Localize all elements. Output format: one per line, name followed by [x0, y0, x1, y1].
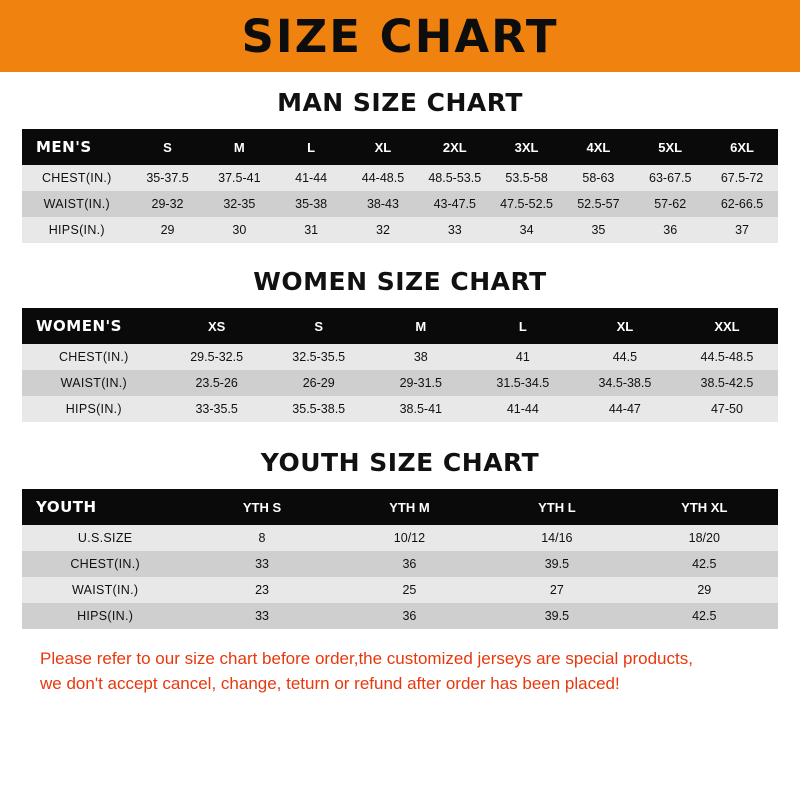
man-header-cell-9: 6XL [706, 129, 778, 165]
women-header-cell-4: L [472, 308, 574, 344]
man-header-cell-3: L [275, 129, 347, 165]
man-row-label-0: CHEST(IN.) [22, 165, 132, 191]
man-cell-0-3: 44-48.5 [347, 165, 419, 191]
youth-cell-1-2: 39.5 [483, 551, 630, 577]
women-cell-2-5: 47-50 [676, 396, 778, 422]
man-size-table [22, 129, 778, 243]
table-row [22, 165, 778, 191]
youth-cell-3-3: 42.5 [631, 603, 778, 629]
chart-content [0, 88, 800, 696]
man-header-cell-5: 2XL [419, 129, 491, 165]
youth-size-table [22, 489, 778, 629]
man-row-label-2: HIPS(IN.) [22, 217, 132, 243]
youth-cell-0-2: 14/16 [483, 525, 630, 551]
youth-cell-2-0: 23 [188, 577, 335, 603]
women-table-header [22, 308, 778, 344]
women-cell-0-5: 44.5-48.5 [676, 344, 778, 370]
women-row-label-2: HIPS(IN.) [22, 396, 166, 422]
man-cell-0-8: 67.5-72 [706, 165, 778, 191]
man-cell-0-5: 53.5-58 [491, 165, 563, 191]
women-cell-2-4: 44-47 [574, 396, 676, 422]
women-cell-2-3: 41-44 [472, 396, 574, 422]
bottom-spacer [0, 792, 800, 800]
youth-header-cell-4: YTH XL [631, 489, 778, 525]
women-size-table [22, 308, 778, 422]
youth-header-cell-1: YTH S [188, 489, 335, 525]
man-header-cell-4: XL [347, 129, 419, 165]
man-cell-1-4: 43-47.5 [419, 191, 491, 217]
man-cell-2-0: 29 [132, 217, 204, 243]
youth-cell-3-0: 33 [188, 603, 335, 629]
youth-header-cell-3: YTH L [483, 489, 630, 525]
youth-cell-1-3: 42.5 [631, 551, 778, 577]
man-header-cell-2: M [203, 129, 275, 165]
youth-cell-2-3: 29 [631, 577, 778, 603]
man-cell-0-4: 48.5-53.5 [419, 165, 491, 191]
man-header-cell-6: 3XL [491, 129, 563, 165]
man-cell-1-6: 52.5-57 [562, 191, 634, 217]
youth-row-label-1: CHEST(IN.) [22, 551, 188, 577]
table-row [22, 603, 778, 629]
women-header-cell-6: XXL [676, 308, 778, 344]
women-table-body [22, 344, 778, 422]
women-row-label-0: CHEST(IN.) [22, 344, 166, 370]
women-cell-2-2: 38.5-41 [370, 396, 472, 422]
table-header-row [22, 308, 778, 344]
women-header-cell-1: XS [166, 308, 268, 344]
youth-cell-3-2: 39.5 [483, 603, 630, 629]
man-cell-0-6: 58-63 [562, 165, 634, 191]
youth-cell-0-3: 18/20 [631, 525, 778, 551]
youth-cell-2-1: 25 [336, 577, 483, 603]
youth-cell-0-1: 10/12 [336, 525, 483, 551]
man-cell-2-6: 35 [562, 217, 634, 243]
man-cell-2-5: 34 [491, 217, 563, 243]
table-header-row [22, 489, 778, 525]
youth-cell-2-2: 27 [483, 577, 630, 603]
women-cell-0-2: 38 [370, 344, 472, 370]
women-header-cell-0: WOMEN'S [22, 308, 166, 344]
man-cell-0-1: 37.5-41 [203, 165, 275, 191]
banner-right-accent [780, 0, 800, 72]
youth-table-header [22, 489, 778, 525]
women-cell-0-4: 44.5 [574, 344, 676, 370]
man-header-cell-7: 4XL [562, 129, 634, 165]
youth-row-label-0: U.S.SIZE [22, 525, 188, 551]
man-cell-2-7: 36 [634, 217, 706, 243]
women-cell-0-1: 32.5-35.5 [268, 344, 370, 370]
man-cell-1-2: 35-38 [275, 191, 347, 217]
man-cell-2-3: 32 [347, 217, 419, 243]
man-cell-2-1: 30 [203, 217, 275, 243]
banner-left-accent [0, 0, 20, 72]
man-cell-0-2: 41-44 [275, 165, 347, 191]
man-cell-1-0: 29-32 [132, 191, 204, 217]
table-row [22, 577, 778, 603]
table-row [22, 344, 778, 370]
table-row [22, 525, 778, 551]
man-table-header [22, 129, 778, 165]
youth-header-cell-2: YTH M [336, 489, 483, 525]
women-row-label-1: WAIST(IN.) [22, 370, 166, 396]
women-cell-2-0: 33-35.5 [166, 396, 268, 422]
table-row [22, 191, 778, 217]
women-cell-1-0: 23.5-26 [166, 370, 268, 396]
youth-row-label-3: HIPS(IN.) [22, 603, 188, 629]
footer-disclaimer [22, 647, 778, 696]
women-cell-1-4: 34.5-38.5 [574, 370, 676, 396]
women-cell-0-0: 29.5-32.5 [166, 344, 268, 370]
women-cell-2-1: 35.5-38.5 [268, 396, 370, 422]
man-cell-2-2: 31 [275, 217, 347, 243]
women-section-title: WOMEN SIZE CHART [253, 267, 547, 296]
women-cell-1-3: 31.5-34.5 [472, 370, 574, 396]
youth-cell-3-1: 36 [336, 603, 483, 629]
table-header-row [22, 129, 778, 165]
youth-cell-0-0: 8 [188, 525, 335, 551]
footer-line-2: we don't accept cancel, change, teturn or refund after order has been placed! [40, 673, 620, 693]
women-cell-0-3: 41 [472, 344, 574, 370]
man-header-cell-8: 5XL [634, 129, 706, 165]
table-row [22, 396, 778, 422]
page-title: SIZE CHART [241, 9, 559, 63]
table-row [22, 217, 778, 243]
man-cell-0-7: 63-67.5 [634, 165, 706, 191]
women-cell-1-5: 38.5-42.5 [676, 370, 778, 396]
women-header-cell-3: M [370, 308, 472, 344]
table-row [22, 370, 778, 396]
man-cell-1-5: 47.5-52.5 [491, 191, 563, 217]
women-header-cell-5: XL [574, 308, 676, 344]
header-banner [0, 0, 800, 72]
youth-cell-1-1: 36 [336, 551, 483, 577]
man-section-title: MAN SIZE CHART [277, 88, 523, 117]
man-header-cell-1: S [132, 129, 204, 165]
man-cell-0-0: 35-37.5 [132, 165, 204, 191]
man-cell-2-4: 33 [419, 217, 491, 243]
women-cell-1-2: 29-31.5 [370, 370, 472, 396]
women-header-cell-2: S [268, 308, 370, 344]
youth-cell-1-0: 33 [188, 551, 335, 577]
man-row-label-1: WAIST(IN.) [22, 191, 132, 217]
youth-header-cell-0: YOUTH [22, 489, 188, 525]
man-header-cell-0: MEN'S [22, 129, 132, 165]
man-cell-1-7: 57-62 [634, 191, 706, 217]
youth-table-body [22, 525, 778, 629]
women-cell-1-1: 26-29 [268, 370, 370, 396]
youth-section-title: YOUTH SIZE CHART [260, 448, 540, 477]
table-row [22, 551, 778, 577]
footer-line-1: Please refer to our size chart before order,the customized jerseys are special products, [40, 649, 693, 668]
man-cell-2-8: 37 [706, 217, 778, 243]
man-cell-1-1: 32-35 [203, 191, 275, 217]
man-table-body [22, 165, 778, 243]
man-cell-1-3: 38-43 [347, 191, 419, 217]
youth-row-label-2: WAIST(IN.) [22, 577, 188, 603]
man-cell-1-8: 62-66.5 [706, 191, 778, 217]
